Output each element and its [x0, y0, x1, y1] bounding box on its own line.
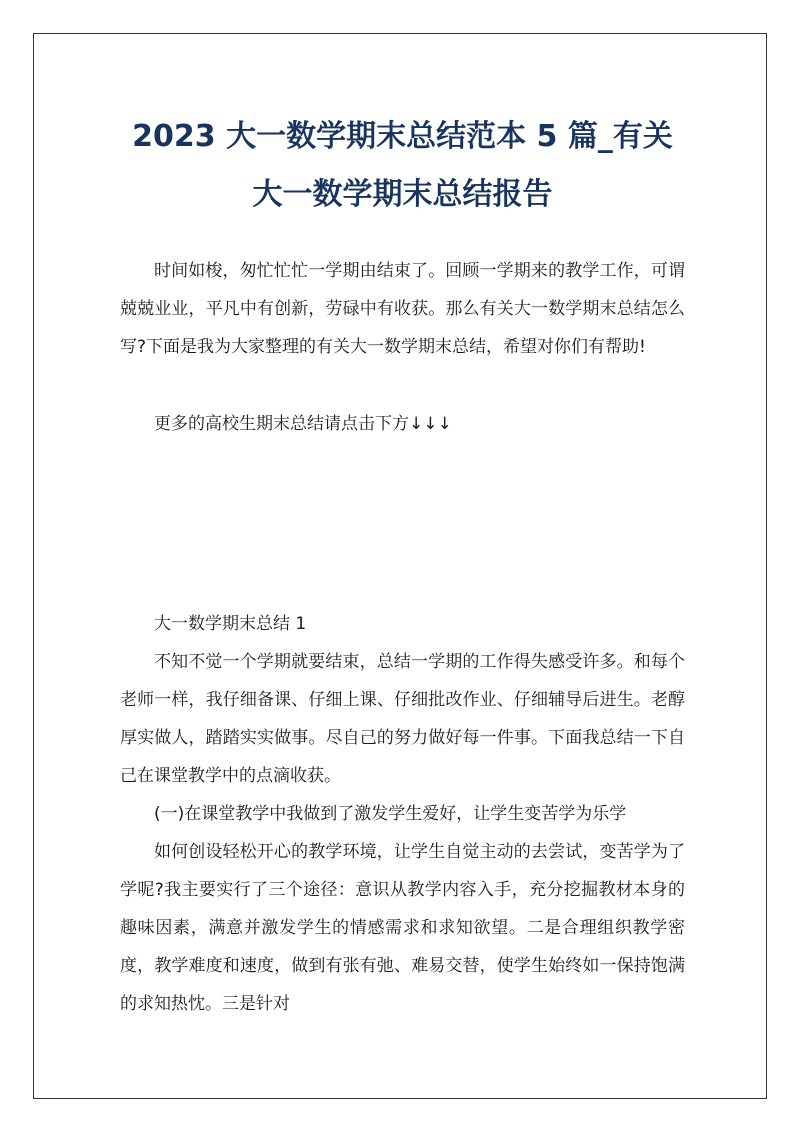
section-heading: 大一数学期末总结 1 [154, 614, 307, 634]
document-body [120, 108, 685, 1023]
more-summaries-paragraph: 更多的高校生期末总结请点击下方↓↓↓ [154, 414, 452, 434]
document-title: 2023 大一数学期末总结范本 5 篇_有关大一数学期末总结报告 [132, 119, 673, 212]
body-paragraph-2: (一)在课堂教学中我做到了激发学生爱好，让学生变苦学为乐学 [154, 804, 627, 824]
body-paragraph-1: 不知不觉一个学期就要结束，总结一学期的工作得失感受许多。和每个老师一样，我仔细备课、仔细上课、仔细批改作业、仔细辅导后进生。老醇厚实做人，踏踏实实做事。尽自己的努力做好每一件事。下面我总结一下自己在课堂教学中的点滴收获。 [120, 652, 685, 786]
body-paragraph-3: 如何创设轻松开心的教学环境，让学生自觉主动的去尝试，变苦学为了学呢?我主要实行了三个途径：意识从教学内容入手，充分挖掘教材本身的趣味因素，满意并激发学生的情感需求和求知欲望。二是合理组织教学密度，教学难度和速度，做到有张有弛、难易交替，使学生始终如一保持饱满的求知热忱。三是针对 [120, 842, 685, 1014]
intro-paragraph: 时间如梭，匆忙忙忙一学期由结束了。回顾一学期来的教学工作，可谓兢兢业业，平凡中有创新，劳碌中有收获。那么有关大一数学期末总结怎么写?下面是我为大家整理的有关大一数学期末总结，希望对你们有帮助! [120, 261, 685, 357]
